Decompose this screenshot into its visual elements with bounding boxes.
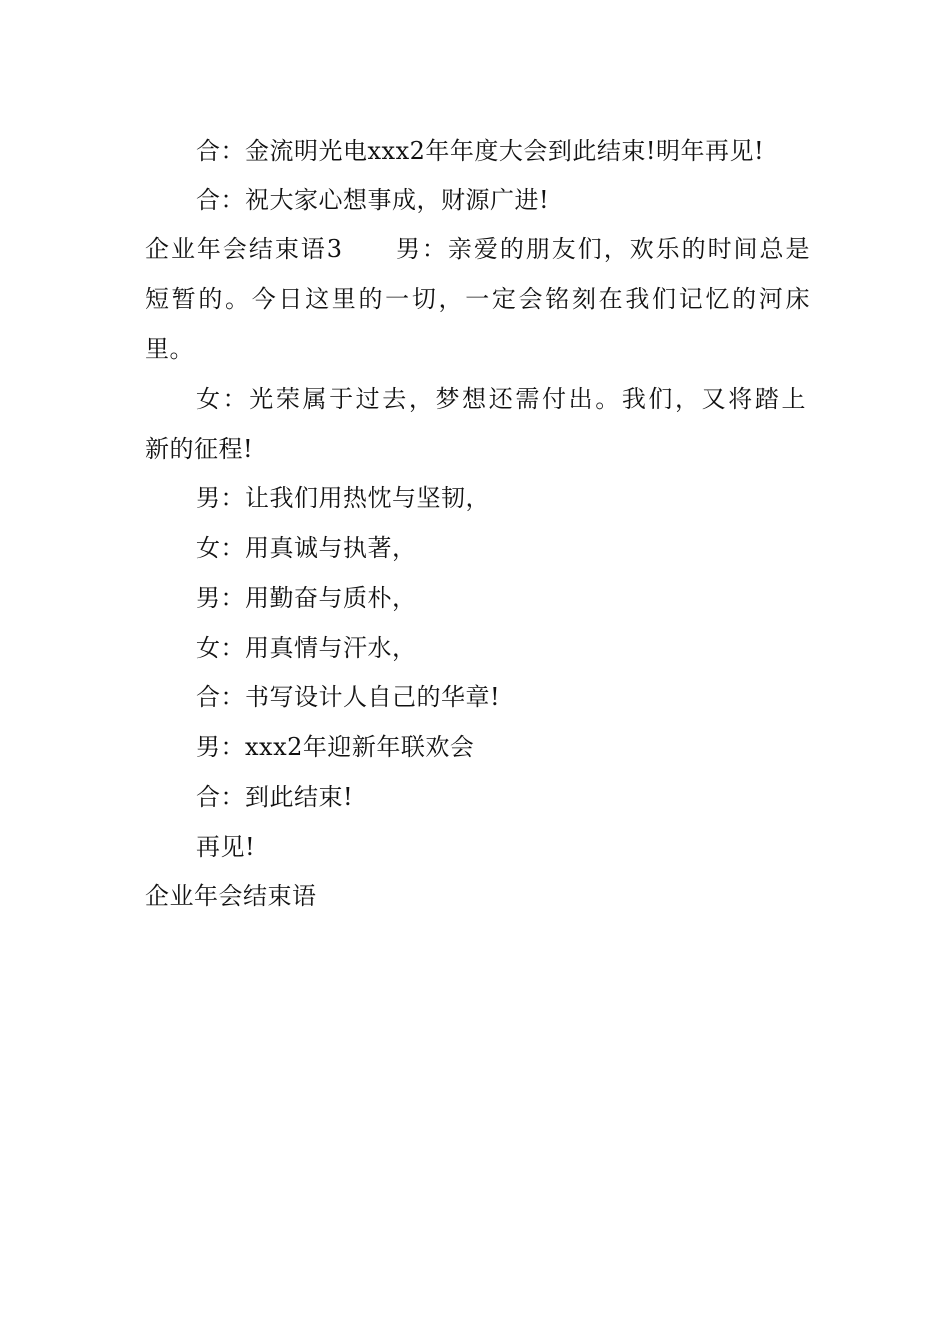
paragraph-line: 合：金流明光电xxx2年年度大会到此结束!明年再见! [196, 137, 765, 165]
paragraph-line: 再见! [196, 833, 256, 861]
paragraph-line: 男：让我们用热忱与坚韧， [196, 484, 490, 512]
paragraph-line: 女：用真诚与执著， [196, 534, 417, 562]
paragraph-line: 合：祝大家心想事成，财源广进! [196, 186, 550, 214]
paragraph-line: 男：xxx2年迎新年联欢会 [196, 733, 475, 761]
section-heading-line: 企业年会结束语3 男：亲爱的朋友们，欢乐的时间总是 [145, 235, 810, 263]
paragraph-line: 合：书写设计人自己的华章! [196, 683, 501, 711]
paragraph-line: 合：到此结束! [196, 783, 354, 811]
paragraph-line: 里。 [145, 335, 194, 363]
paragraph-line: 短暂的。今日这里的一切，一定会铭刻在我们记忆的河床 [145, 285, 810, 313]
section-heading-line: 企业年会结束语 [145, 882, 317, 910]
paragraph-line: 女：用真情与汗水， [196, 634, 417, 662]
paragraph-line: 女：光荣属于过去，梦想还需付出。我们，又将踏上 [196, 385, 806, 413]
paragraph-line: 男：用勤奋与质朴， [196, 584, 417, 612]
paragraph-line: 新的征程! [145, 435, 254, 463]
